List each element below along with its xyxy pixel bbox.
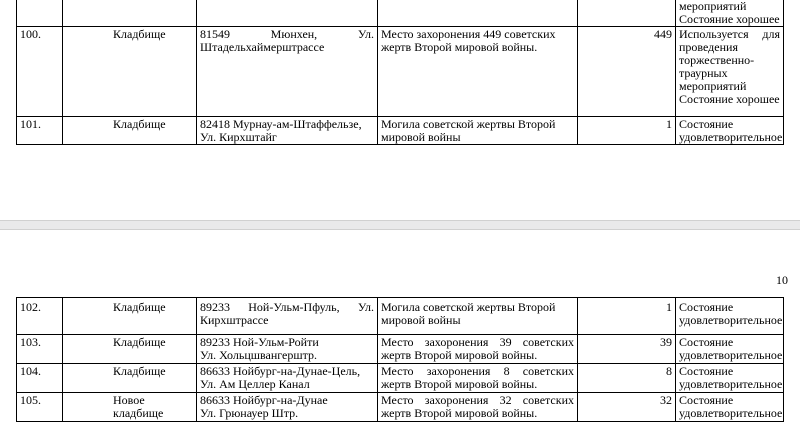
status-cell: Состояние удовлетворительное — [676, 393, 784, 422]
address-cell: 86633 Нойбург-на-Дунае-Цель, Ул. Ам Целлер Канал — [197, 364, 378, 393]
site-type: Кладбище — [63, 117, 197, 145]
table-row — [17, 298, 784, 335]
table-row — [17, 393, 784, 422]
address-cell: 82418 Мурнау-ам-Штаффельзе, Ул. Кирхштайг — [197, 117, 378, 145]
table-row — [17, 27, 784, 117]
table-row — [17, 0, 784, 27]
victim-count: 32 — [578, 393, 676, 422]
row-number: 105. — [17, 393, 63, 422]
site-type: Кладбище — [63, 27, 197, 117]
address-cell: 81549 Мюнхен, Ул. Штадельхаймерштрассе — [197, 27, 378, 117]
site-type: Кладбище — [63, 335, 197, 364]
burial-sites-table-bottom — [16, 297, 784, 422]
victim-count: 1 — [578, 298, 676, 335]
site-type: Кладбище — [63, 298, 197, 335]
description-cell: Место захоронения 8 советских жертв Второй мировой войны. — [378, 364, 578, 393]
row-number: 103. — [17, 335, 63, 364]
row-number: 104. — [17, 364, 63, 393]
description-cell: Место захоронения 32 советских жертв Второй мировой войны. — [378, 393, 578, 422]
address-cell: 89233 Ной-Ульм-Пфуль, Ул. Кирхштрассе — [197, 298, 378, 335]
status-cell: Состояние удовлетворительное — [676, 364, 784, 393]
address-cell: 86633 Нойбург-на-Дунае Ул. Грюнауер Штр. — [197, 393, 378, 422]
page-separator — [0, 220, 800, 230]
table-row — [17, 117, 784, 145]
site-type: Кладбище — [63, 364, 197, 393]
status-cell: Состояние удовлетворительное — [676, 335, 784, 364]
victim-count: 1 — [578, 117, 676, 145]
description-cell: Место захоронения 39 советских жертв Второй мировой войны. — [378, 335, 578, 364]
description-cell: Могила советской жертвы Второй мировой войны — [378, 117, 578, 145]
description-cell: Место захоронения 449 советских жертв Второй мировой войны. — [378, 27, 578, 117]
burial-sites-table-top — [16, 0, 784, 145]
victim-count: 449 — [578, 27, 676, 117]
status-cell: Состояние удовлетворительное — [676, 298, 784, 335]
address-cell: 89233 Ной-Ульм-Ройти Ул. Хольцшвангерштр. — [197, 335, 378, 364]
description-cell: Могила советской жертвы Второй мировой войны — [378, 298, 578, 335]
page-number: 10 — [776, 273, 788, 287]
table-row — [17, 364, 784, 393]
table-row — [17, 335, 784, 364]
row-number: 102. — [17, 298, 63, 335]
status-cell: мероприятий Состояние хорошее — [676, 0, 784, 27]
site-type: Новое кладбище — [63, 393, 197, 422]
status-cell: Состояние удовлетворительное — [676, 117, 784, 145]
status-cell: Используется для проведения торжественно- траурных мероприятий Состояние хорошее — [676, 27, 784, 117]
row-number: 101. — [17, 117, 63, 145]
row-number: 100. — [17, 27, 63, 117]
victim-count: 39 — [578, 335, 676, 364]
victim-count: 8 — [578, 364, 676, 393]
